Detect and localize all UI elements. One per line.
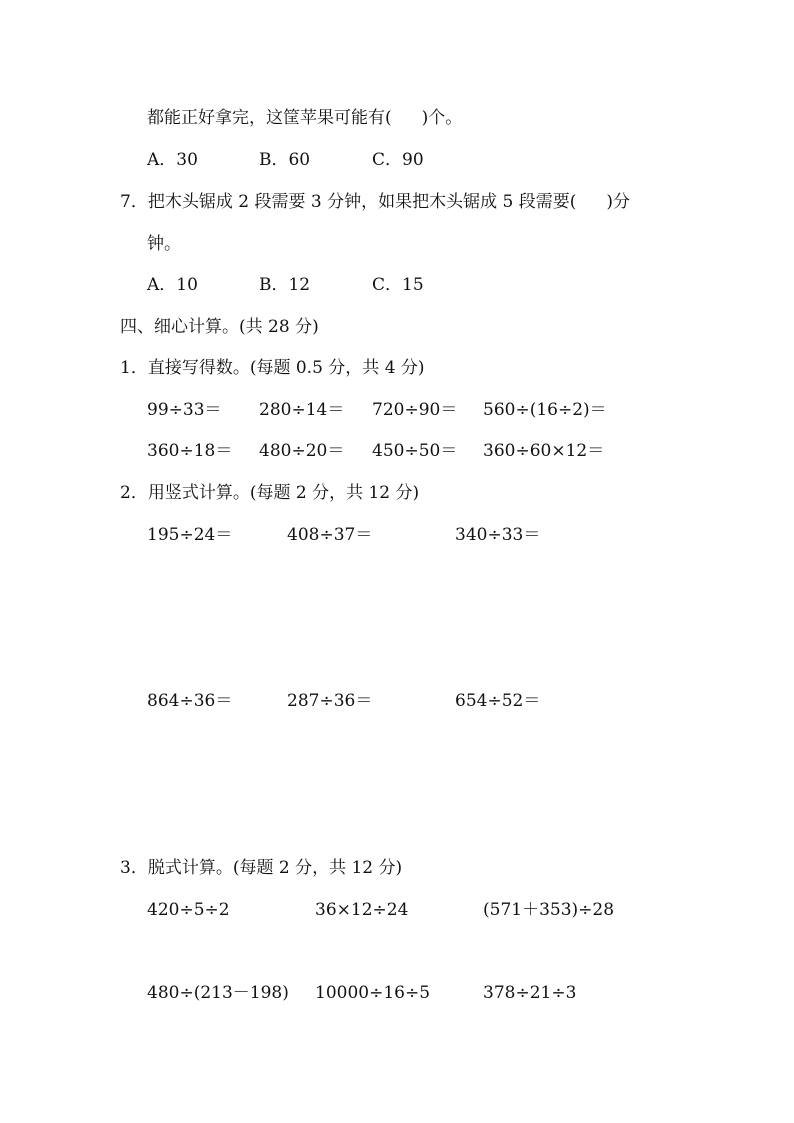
q6-stem-line [147, 106, 462, 130]
q6-option-b[interactable]: B．60 [259, 150, 311, 170]
q7-text-after: )分 [606, 192, 630, 212]
part2-r1-c1: 195÷24＝ [147, 525, 233, 545]
part2-r1-c2: 408÷37＝ [287, 525, 373, 545]
part1-r1-c2: 280÷14＝ [259, 400, 345, 420]
q7-stem-line2: 钟。 [147, 234, 181, 254]
part1-r2-c3: 450÷50＝ [372, 441, 458, 461]
part3-r2-c3: 378÷21÷3 [483, 983, 577, 1003]
part2-r1-c3: 340÷33＝ [455, 525, 541, 545]
part2-r2-c1: 864÷36＝ [147, 691, 233, 711]
part3-r2-c1: 480÷(213－198) [147, 983, 289, 1003]
part1-r2-c2: 480÷20＝ [259, 441, 345, 461]
q7-option-c[interactable]: C．15 [372, 275, 424, 295]
part2-r2-c3: 654÷52＝ [455, 691, 541, 711]
q7-text-before: 把木头锯成 2 段需要 3 分钟，如果把木头锯成 5 段需要( [147, 192, 577, 212]
q7-option-a[interactable]: A．10 [147, 275, 198, 295]
q6-option-a[interactable]: A．30 [147, 150, 198, 170]
part1-r1-c4: 560÷(16÷2)＝ [483, 400, 607, 420]
part2-r2-c2: 287÷36＝ [287, 691, 373, 711]
part1-r2-c4: 360÷60×12＝ [483, 441, 605, 461]
q6-text-before: 都能正好拿完，这筐苹果可能有( [147, 108, 392, 128]
part3-title: 3．脱式计算。(每题 2 分，共 12 分) [120, 858, 403, 878]
section4-title: 四、细心计算。(共 28 分) [120, 317, 319, 337]
part1-r1-c3: 720÷90＝ [372, 400, 458, 420]
part3-r1-c2: 36×12÷24 [315, 900, 409, 920]
part1-r1-c1: 99÷33＝ [147, 400, 222, 420]
part1-title: 1．直接写得数。(每题 0.5 分，共 4 分) [120, 358, 425, 378]
part3-r1-c1: 420÷5÷2 [147, 900, 230, 920]
q6-text-after: )个。 [421, 108, 463, 128]
q7-option-b[interactable]: B．12 [259, 275, 311, 295]
q7-stem-line [120, 190, 630, 214]
q7-number: 7． [120, 192, 148, 212]
part3-r2-c2: 10000÷16÷5 [315, 983, 431, 1003]
part1-r2-c1: 360÷18＝ [147, 441, 233, 461]
part2-title: 2．用竖式计算。(每题 2 分，共 12 分) [120, 483, 420, 503]
part3-r1-c3: (571＋353)÷28 [483, 900, 615, 920]
q6-option-c[interactable]: C．90 [372, 150, 424, 170]
